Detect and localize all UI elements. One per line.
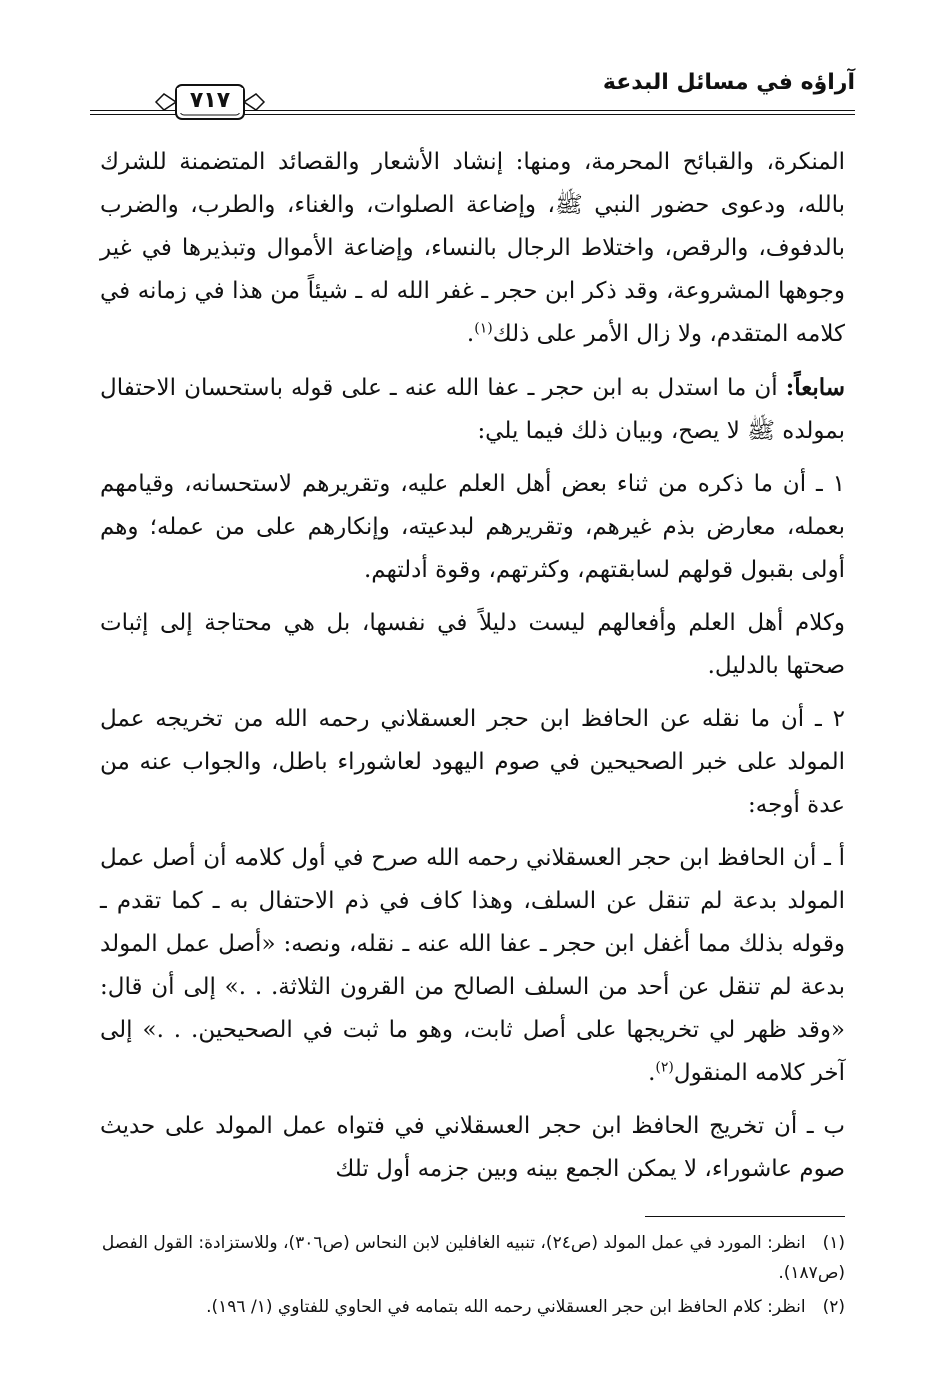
paragraph-text: المنكرة، والقبائح المحرمة، ومنها: إنشاد الأشعار والقصائد المتضمنة للشرك بالله، ودعوى حضور النبي ﷺ، وإضاعة الصلوات، والغناء، والطرب، والضرب بالدفوف، والرقص، واختلاط الرجال بالنساء، وإضاعة الأموال وتبذيرها في غير وجوهها المشروعة، وقد ذكر ابن حجر ـ غفر الله له ـ شيئاً من هذا في زمانه في كلامه المتقدم، ولا زال الأمر على ذلك [100, 149, 845, 347]
footnotes [100, 1228, 845, 1326]
paragraph-text: ٢ ـ أن ما نقله عن الحافظ ابن حجر العسقلاني رحمه الله من تخريجه عمل المولد على خبر الصحيحين في صوم اليهود لعاشوراء باطل، والجواب عنه من عدة أوجه: [100, 706, 845, 818]
footnote-number: (٢) [822, 1297, 845, 1317]
main-text [100, 140, 845, 1201]
footnote [100, 1292, 845, 1322]
footnote-text: انظر: المورد في عمل المولد (ص٢٤)، تنبيه الغافلين لابن النحاس (ص٣٠٦)، وللاستزادة: القول الفصل (ص١٨٧). [101, 1233, 845, 1283]
footnote-number: (١) [822, 1233, 845, 1253]
paragraph [100, 602, 845, 688]
footnote-text: انظر: كلام الحافظ ابن حجر العسقلاني رحمه الله بتمامه في الحاوي للفتاوي (١/ ١٩٦). [206, 1297, 806, 1317]
paragraph-text: ب ـ أن تخريج الحافظ ابن حجر العسقلاني في فتواه عمل المولد على حديث صوم عاشوراء، لا يمكن الجمع بينه وبين جزمه أول تلك [100, 1113, 845, 1182]
footnote-ref: (١) [474, 320, 493, 337]
paragraph [100, 140, 845, 356]
paragraph-text: أ ـ أن الحافظ ابن حجر العسقلاني رحمه الله صرح في أول كلامه أن أصل عمل المولد بدعة لم تنقل عن السلف، وهذا كاف في ذم الاحتفال به ـ كما تقدم ـ وقوله بذلك مما أغفل ابن حجر ـ عفا الله عنه ـ نقله، ونصه: «أصل عمل المولد بدعة لم تنقل عن أحد من السلف الصالح من القرون الثلاثة. . .» إلى أن قال: «وقد ظهر لي تخريجها على أصل ثابت، وهو ما ثبت في الصحيحين. . .» إلى آخر كلامه المنقول [100, 845, 845, 1086]
page-header [90, 62, 855, 122]
footnote-ref: (٢) [655, 1059, 674, 1076]
running-title: آراؤه في مسائل البدعة [602, 70, 855, 95]
paragraph-tail: . [466, 321, 475, 347]
footnote-divider [645, 1216, 845, 1217]
paragraph-text: وكلام أهل العلم وأفعالهم ليست دليلاً في نفسها، بل هي محتاجة إلى إثبات صحتها بالدليل. [100, 610, 845, 679]
paragraph-lead: سابعاً: [785, 374, 845, 401]
footnote [100, 1228, 845, 1288]
paragraph-tail: . [648, 1060, 656, 1086]
paragraph-text: ١ ـ أن ما ذكره من ثناء بعض أهل العلم عليه، وتقريرهم لاستحسانه، وقيامهم بعمله، معارض بذم غيرهم، وتقريرهم لبدعيته، وإنكارهم على من عمله؛ وهم أولى بقبول قولهم لسابقتهم، وكثرتهم، وقوة أدلتهم. [100, 471, 845, 583]
page-number-ornament [150, 82, 270, 122]
paragraph [100, 366, 845, 453]
paragraph [100, 463, 845, 592]
paragraph [100, 837, 845, 1095]
paragraph [100, 1105, 845, 1191]
paragraph [100, 698, 845, 827]
page-number: ٧١٧ [177, 88, 243, 113]
paragraph-text: أن ما استدل به ابن حجر ـ عفا الله عنه ـ على قوله باستحسان الاحتفال بمولده ﷺ لا يصح، وبيان ذلك فيما يلي: [100, 375, 845, 444]
